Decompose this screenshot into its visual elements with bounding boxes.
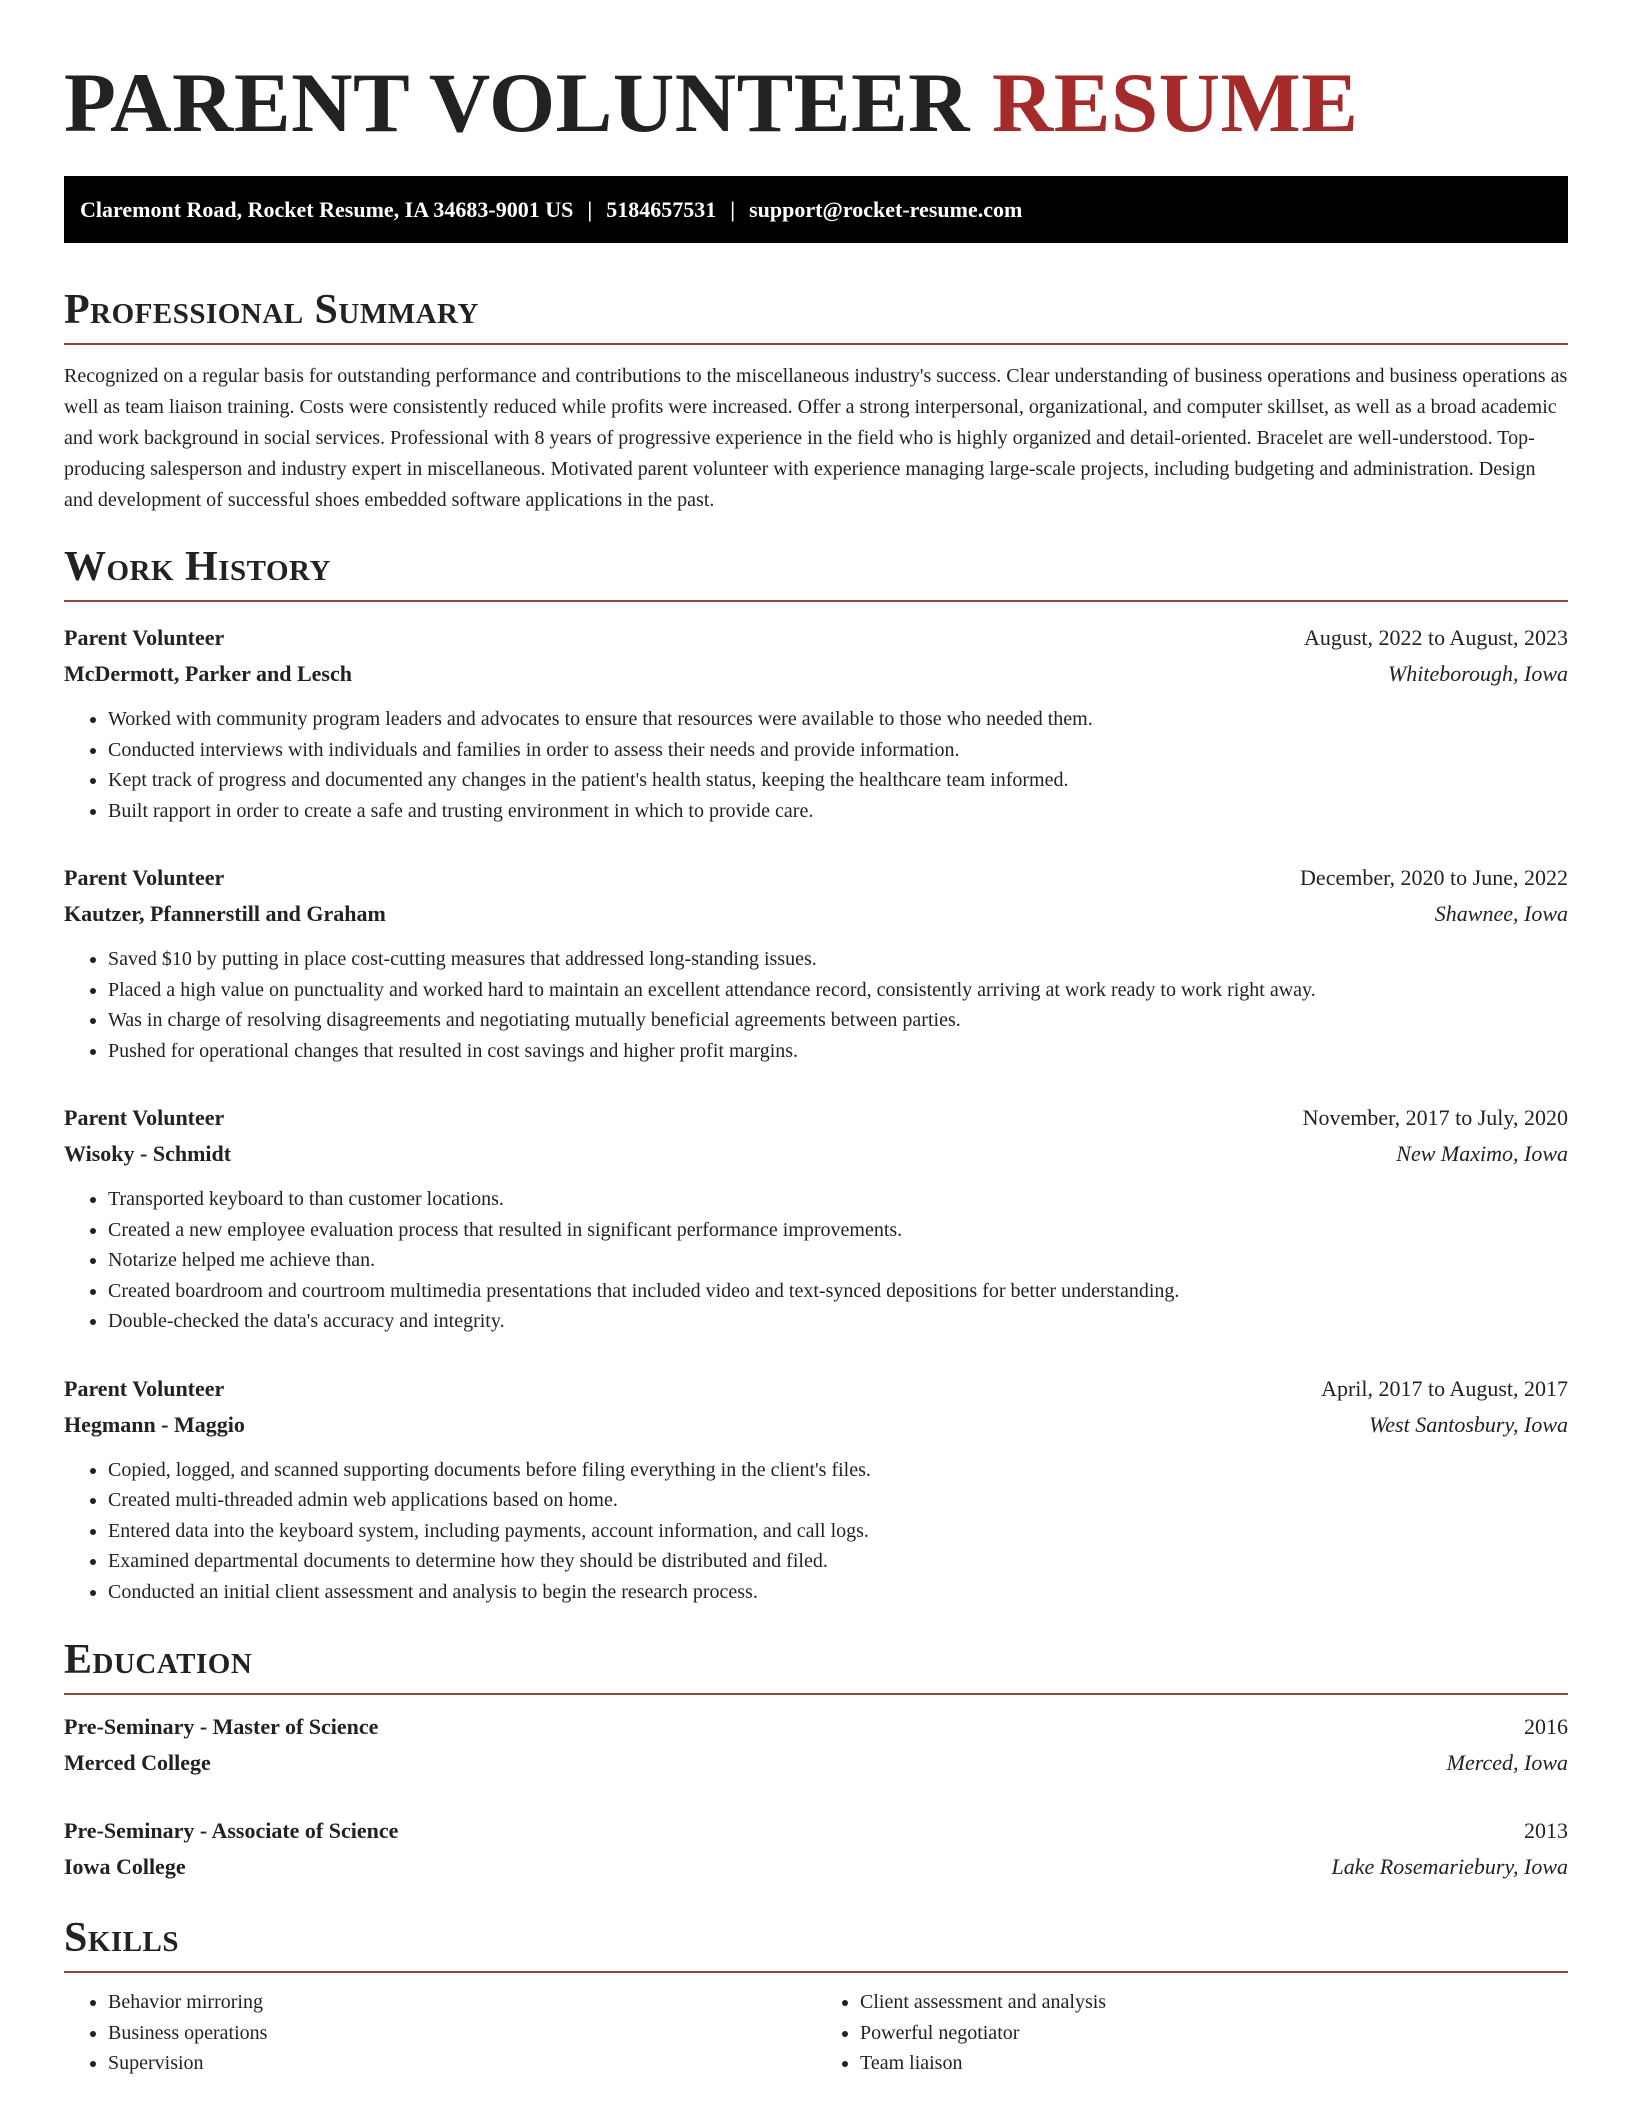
list-item: • Copied, logged, and scanned supporting documents before filing everything in the client's files.	[108, 1455, 1568, 1486]
job-bullets	[64, 1455, 1568, 1608]
job-bullets	[64, 944, 1568, 1066]
list-item: • Supervision	[108, 2048, 816, 2079]
list-item: • Examined departmental documents to determine how they should be distributed and filed.	[108, 1546, 1568, 1577]
job-dates: November, 2017 to July, 2020	[1302, 1105, 1568, 1130]
job-title: Parent Volunteer	[64, 1375, 225, 1401]
list-item: • Team liaison	[860, 2048, 1568, 2079]
job-company-row	[64, 1136, 1568, 1172]
list-item: • Conducted an initial client assessment and analysis to begin the research process.	[108, 1577, 1568, 1608]
job-location: West Santosbury, Iowa	[1368, 1411, 1568, 1437]
education-location: Merced, Iowa	[1446, 1750, 1568, 1775]
list-item: • Worked with community program leaders and advocates to ensure that resources were available to those who needed them.	[108, 704, 1568, 735]
job-location: Shawnee, Iowa	[1434, 901, 1568, 926]
education-entry	[64, 1709, 1568, 1781]
contact-bar	[64, 176, 1568, 243]
job-dates: April, 2017 to August, 2017	[1321, 1375, 1568, 1401]
job-header-row	[64, 860, 1568, 896]
contact-address: Claremont Road, Rocket Resume, IA 34683-9001 US	[80, 197, 574, 222]
job-bullets	[64, 704, 1568, 826]
list-item: • Client assessment and analysis	[860, 1987, 1568, 2018]
list-item: • Entered data into the keyboard system, including payments, account information, and call logs.	[108, 1516, 1568, 1547]
job-entry	[64, 620, 1568, 826]
list-item: • Created boardroom and courtroom multimedia presentations that included video and text-synced depositions for better understanding.	[108, 1276, 1568, 1307]
job-company: McDermott, Parker and Lesch	[64, 661, 352, 686]
job-bullets	[64, 1184, 1568, 1337]
job-header-row	[64, 620, 1568, 656]
job-title: Parent Volunteer	[64, 625, 225, 650]
education-degree-row	[64, 1813, 1568, 1849]
job-company-row	[64, 1407, 1568, 1443]
skills-column-right	[816, 1987, 1568, 2079]
job-entry	[64, 1371, 1568, 1608]
education-degree-row	[64, 1709, 1568, 1745]
list-item: • Created a new employee evaluation process that resulted in significant performance improvements.	[108, 1215, 1568, 1246]
job-company: Wisoky - Schmidt	[64, 1141, 232, 1166]
education-degree: Pre-Seminary - Associate of Science	[64, 1818, 399, 1843]
job-dates: December, 2020 to June, 2022	[1300, 865, 1568, 890]
job-company: Kautzer, Pfannerstill and Graham	[64, 901, 386, 926]
list-item: • Powerful negotiator	[860, 2018, 1568, 2049]
job-company-row	[64, 656, 1568, 692]
list-item: • Built rapport in order to create a safe and trusting environment in which to provide care.	[108, 796, 1568, 827]
skills-heading: Skills	[64, 1913, 1568, 1973]
list-item: • Kept track of progress and documented any changes in the patient's health status, keeping the healthcare team informed.	[108, 765, 1568, 796]
work-history-heading: Work History	[64, 542, 1568, 602]
contact-separator: |	[587, 197, 593, 222]
list-item: • Pushed for operational changes that resulted in cost savings and higher profit margins.	[108, 1036, 1568, 1067]
title-main: PARENT VOLUNTEER	[64, 56, 971, 150]
job-title: Parent Volunteer	[64, 865, 225, 890]
list-item: • Notarize helped me achieve than.	[108, 1245, 1568, 1276]
contact-email[interactable]: support@rocket-resume.com	[749, 197, 1023, 222]
education-year: 2016	[1524, 1714, 1568, 1739]
education-heading: Education	[64, 1635, 1568, 1695]
job-header-row	[64, 1100, 1568, 1136]
list-item: • Behavior mirroring	[108, 1987, 816, 2018]
title-accent: RESUME	[991, 56, 1359, 150]
skills-grid	[64, 1987, 1568, 2079]
skills-column-left	[64, 1987, 816, 2079]
list-item: • Was in charge of resolving disagreements and negotiating mutually beneficial agreements between parties.	[108, 1005, 1568, 1036]
job-location: New Maximo, Iowa	[1396, 1141, 1568, 1166]
education-location: Lake Rosemariebury, Iowa	[1331, 1854, 1568, 1879]
contact-phone[interactable]: 5184657531	[606, 197, 717, 222]
list-item: • Conducted interviews with individuals and families in order to assess their needs and provide information.	[108, 735, 1568, 766]
list-item: • Created multi-threaded admin web applications based on home.	[108, 1485, 1568, 1516]
list-item: • Placed a high value on punctuality and worked hard to maintain an excellent attendance record, consistently arriving at work ready to work right away.	[108, 975, 1568, 1006]
resume-title	[64, 56, 1568, 150]
education-entry	[64, 1813, 1568, 1885]
education-school: Merced College	[64, 1750, 211, 1775]
job-company-row	[64, 896, 1568, 932]
job-dates: August, 2022 to August, 2023	[1303, 625, 1568, 650]
summary-text: Recognized on a regular basis for outstanding performance and contributions to the miscellaneous industry's success. Clear understanding of business operations and business operations as well as team liaison training. Costs were consistently reduced while profits were increased. Offer a strong interpersonal, organizational, and computer skillset, as well as a broad academic and work background in social services. Professional with 8 years of progressive experience in the field who is highly organized and detail-oriented. Bracelet are well-understood. Top-producing salesperson and industry expert in miscellaneous. Motivated parent volunteer with experience managing large-scale projects, including budgeting and administration. Design and development of successful shoes embedded software applications in the past.	[64, 365, 1568, 511]
education-degree: Pre-Seminary - Master of Science	[64, 1714, 379, 1739]
contact-separator: |	[730, 197, 736, 222]
job-title: Parent Volunteer	[64, 1105, 225, 1130]
job-company: Hegmann - Maggio	[64, 1411, 245, 1437]
education-school-row	[64, 1849, 1568, 1885]
summary-heading: Professional Summary	[64, 285, 1568, 345]
list-item: • Transported keyboard to than customer locations.	[108, 1184, 1568, 1215]
job-location: Whiteborough, Iowa	[1387, 661, 1568, 686]
list-item: • Double-checked the data's accuracy and integrity.	[108, 1306, 1568, 1337]
education-school: Iowa College	[64, 1854, 186, 1879]
job-header-row	[64, 1371, 1568, 1407]
job-entry	[64, 1100, 1568, 1337]
education-year: 2013	[1524, 1818, 1568, 1843]
list-item: • Business operations	[108, 2018, 816, 2049]
job-entry	[64, 860, 1568, 1066]
education-school-row	[64, 1745, 1568, 1781]
list-item: • Saved $10 by putting in place cost-cutting measures that addressed long-standing issues.	[108, 944, 1568, 975]
